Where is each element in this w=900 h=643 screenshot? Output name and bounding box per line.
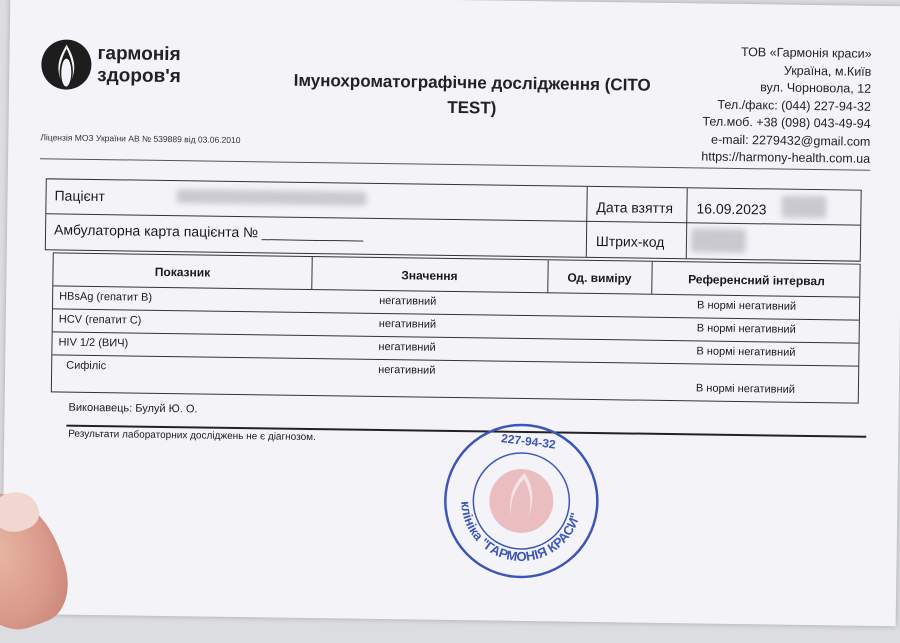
row-name: HIV 1/2 (ВИЧ) bbox=[58, 336, 129, 350]
stamp-center-icon bbox=[486, 465, 557, 536]
col-divider-3 bbox=[651, 262, 652, 294]
title-line-2: TEST) bbox=[447, 97, 497, 118]
patient-info-box bbox=[45, 178, 862, 261]
document-title bbox=[267, 67, 678, 123]
executor-text: Виконавець: Булуй Ю. О. bbox=[68, 401, 198, 416]
results-table bbox=[51, 252, 861, 403]
logo-line-1: гармонія bbox=[97, 43, 181, 66]
header-unit: Од. виміру bbox=[567, 270, 632, 286]
logo-mark-icon bbox=[39, 36, 95, 92]
logo-text bbox=[97, 43, 181, 88]
company-name: ТОВ «Гармонія краси» bbox=[740, 44, 872, 61]
company-website: https://harmony-health.com.ua bbox=[701, 149, 871, 166]
header-value: Значення bbox=[401, 268, 458, 284]
license-text: Ліцензія МОЗ України АВ № 539889 від 03.06.2010 bbox=[40, 132, 241, 146]
row-reference: В нормі негативний bbox=[697, 299, 797, 313]
col-divider-1 bbox=[311, 257, 312, 289]
patient-name-redacted bbox=[176, 189, 366, 206]
row-reference: В нормі негативний bbox=[696, 345, 796, 359]
date-label: Дата взяття bbox=[596, 198, 674, 217]
date-redacted bbox=[781, 196, 826, 219]
row-name: HBsAg (гепатит В) bbox=[59, 290, 153, 304]
disclaimer-text: Результати лабораторних досліджень не є діагнозом. bbox=[68, 428, 316, 444]
stamp-ring-text: клініка "ГАРМОНІЯ КРАСИ" bbox=[458, 500, 583, 564]
clinic-logo bbox=[39, 36, 200, 98]
row-name: Сифіліс bbox=[66, 359, 107, 373]
company-street: вул. Чорновола, 12 bbox=[760, 80, 872, 96]
title-line-1: Імунохроматографічне дослідження (CITO bbox=[293, 70, 651, 95]
company-details bbox=[701, 43, 872, 168]
row-reference: В нормі негативний bbox=[695, 382, 796, 396]
document-sheet bbox=[2, 0, 900, 626]
logo-line-2: здоров'я bbox=[97, 65, 181, 88]
company-mobile: Тел.моб. +38 (098) 043-49-94 bbox=[702, 114, 871, 131]
row-reference: В нормі негативний bbox=[696, 322, 796, 336]
company-city: Україна, м.Київ bbox=[783, 63, 872, 79]
row-value: негативний bbox=[378, 317, 437, 331]
patient-label: Пацієнт bbox=[54, 187, 105, 205]
date-value: 16.09.2023 bbox=[696, 200, 767, 218]
card-label: Амбулаторна карта пацієнта № _____________ bbox=[53, 221, 364, 242]
clinic-stamp bbox=[432, 412, 610, 590]
row-value: негативний bbox=[379, 294, 437, 308]
row-value: негативний bbox=[378, 363, 436, 377]
row-value: негативний bbox=[378, 340, 436, 354]
barcode-redacted bbox=[691, 228, 746, 253]
company-tel-fax: Тел./факс: (044) 227-94-32 bbox=[717, 97, 871, 114]
header-reference: Референсний інтервал bbox=[688, 272, 825, 289]
barcode-label: Штрих-код bbox=[595, 232, 665, 250]
company-email: e-mail: 2279432@gmail.com bbox=[711, 132, 871, 149]
stamp-phone: 227-94-32 bbox=[500, 431, 557, 452]
row-name: HCV (гепатит С) bbox=[58, 313, 142, 327]
header-indicator: Показник bbox=[154, 264, 211, 280]
